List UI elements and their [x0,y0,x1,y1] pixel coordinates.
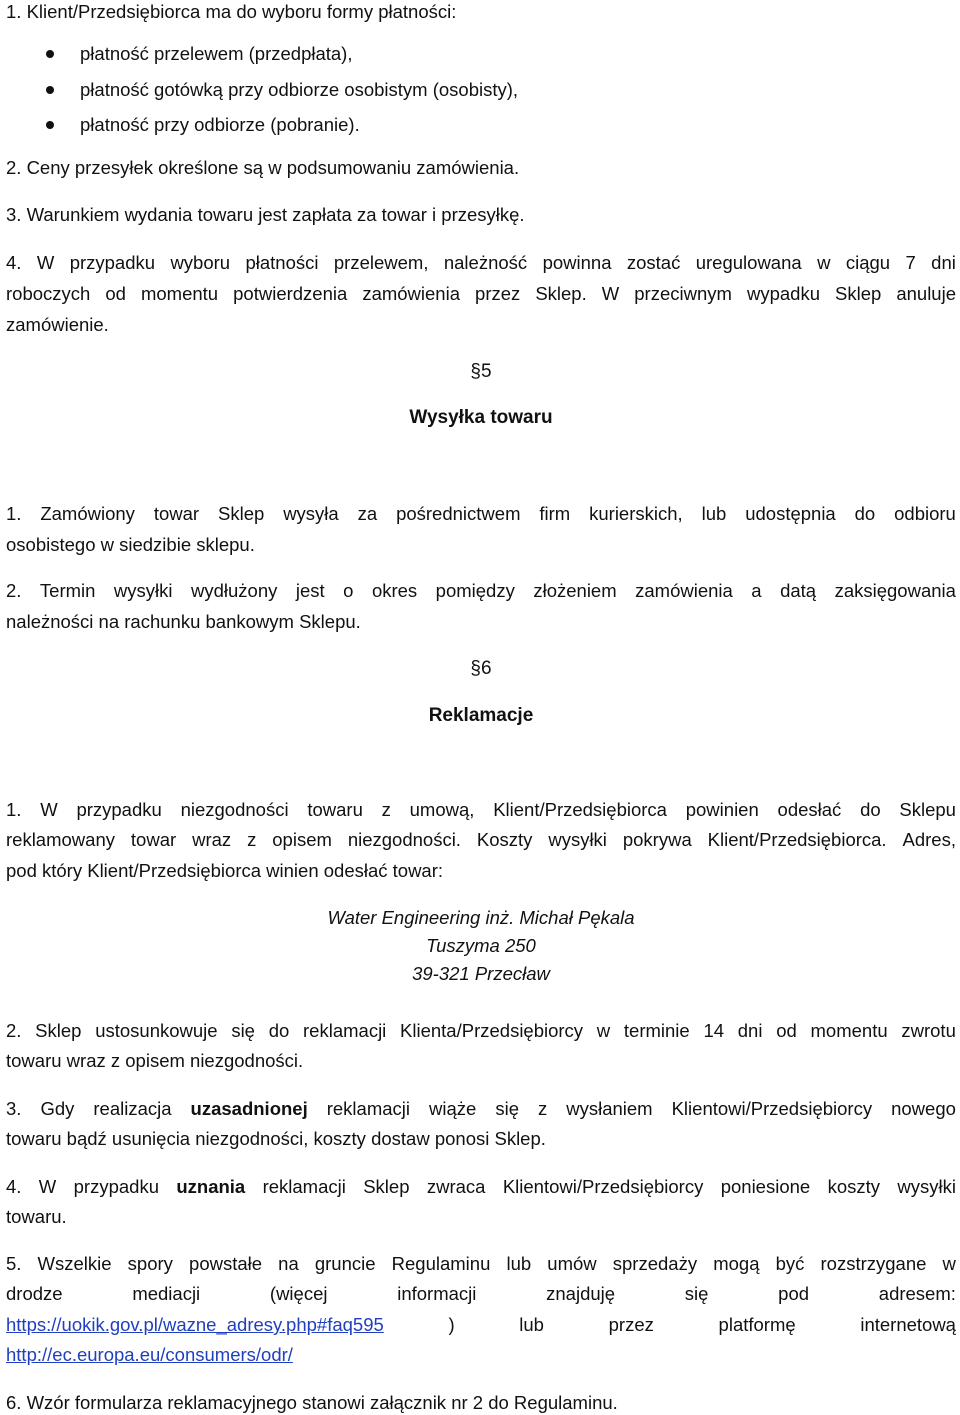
word: przez [475,283,521,304]
word: potwierdzenia [233,283,348,304]
word: odesłać [777,799,842,820]
word: z [537,1098,548,1119]
payment-option: płatność gotówką przy odbiorze osobistym (osobisty), [80,79,519,100]
word: Sklep. [535,283,587,304]
word: informacji [397,1283,477,1304]
word: drodze [6,1283,63,1304]
word: powinien [685,799,759,820]
word: Sklep [835,283,882,304]
word: 2. [6,1020,22,1041]
word: umową, [409,799,475,820]
complaint-paragraph-6: 6. Wzór formularza reklamacyjnego stanowi załącznik nr 2 do Regulaminu. [6,1392,618,1413]
word: 1. [6,503,22,524]
word: Adres, [902,829,956,850]
word: się [231,1020,255,1041]
word: ) [448,1314,455,1335]
word: z [247,829,257,850]
word: uregulowana [695,252,802,273]
word: Sklep [363,1176,410,1197]
word: datą [780,580,817,601]
word: 1. [6,799,22,820]
payment-option: płatność przelewem (przedpłata), [80,43,353,64]
word: 3. [6,1098,22,1119]
word: zostać [626,252,681,273]
word: sprzedaży [612,1253,698,1274]
word: Koszty [476,829,533,850]
word: internetową [860,1314,956,1335]
word: mogą [713,1253,760,1274]
word: niezgodności. [347,829,461,850]
complaint-paragraph-1-end: pod który Klient/Przedsiębiorca winien odesłać towar: [6,860,444,881]
address-line: Tuszyma 250 [426,935,536,956]
word: zaksięgowania [834,580,956,601]
word: wypadku [746,283,820,304]
shipping-paragraph-1-line [6,502,956,526]
word: 4. [6,1176,22,1197]
shipping-paragraph-2-line [6,579,956,603]
word: roboczych [6,283,91,304]
word: Sklepu [899,799,956,820]
word: powstałe [189,1253,263,1274]
word: nowego [891,1098,956,1119]
payment-intro: 1. Klient/Przedsiębiorca ma do wyboru formy płatności: [6,1,457,22]
word: lub [519,1314,544,1335]
word: ciągu [845,252,891,273]
word: w [817,252,831,273]
word: opisem [272,829,332,850]
payment-paragraph-3: 3. Warunkiem wydania towaru jest zapłata za towar i przesyłkę. [6,204,525,225]
word: Klient/Przedsiębiorca. [707,829,887,850]
complaint-paragraph-5-end [6,1343,293,1367]
word: adresem: [878,1283,956,1304]
complaint-paragraph-3-end: towaru bądź usunięcia niezgodności, koszty dostaw ponosi Sklep. [6,1128,546,1149]
word: momentu [810,1020,888,1041]
word: anuluje [896,283,956,304]
word: wyboru [170,252,231,273]
word: spory [127,1253,173,1274]
word: wysyłki [113,580,173,601]
word: Klientowi/Przedsiębiorcy [671,1098,873,1119]
word: kurierskich, [589,503,683,524]
word: 2. [6,580,22,601]
word: Termin [39,580,96,601]
complaint-paragraph-5-line [6,1313,956,1337]
complaint-paragraph-4-end: towaru. [6,1206,67,1227]
word: do [860,799,881,820]
word: być [775,1253,805,1274]
word: przypadku [73,1176,159,1197]
address-line: Water Engineering inż. Michał Pękala [327,907,635,928]
word: zwraca [426,1176,486,1197]
word: W [38,1176,57,1197]
word: 14 [703,1020,725,1041]
word: Klienta/Przedsiębiorcy [400,1020,584,1041]
word: zwrotu [901,1020,956,1041]
word: zamówienia [635,580,733,601]
word: zamówienia [362,283,460,304]
word: reklamowany [6,829,115,850]
word: towaru [307,799,363,820]
word: w [942,1253,956,1274]
word: okres [371,580,418,601]
word: wysyła [283,503,339,524]
section-title: Wysyłka towaru [409,407,553,428]
word: W [40,799,58,820]
odr-link[interactable]: http://ec.europa.eu/consumers/odr/ [6,1344,293,1365]
word: Regulaminu [391,1253,491,1274]
word: od [105,283,126,304]
word: (więcej [269,1283,328,1304]
word: z [381,799,391,820]
word: ustosunkowuje [95,1020,218,1041]
word: udostępnia [745,503,836,524]
word: gruncie [314,1253,376,1274]
uokik-link[interactable]: https://uokik.gov.pl/wazne_adresy.php#faq595 [6,1314,384,1335]
word: wysyłki [548,829,607,850]
word: przypadku [76,799,162,820]
word: przypadku [69,252,156,273]
word: 4. [6,252,22,273]
word: lub [701,503,727,524]
section-title: Reklamacje [428,705,534,726]
bullet-icon [46,50,54,58]
word: realizacja [93,1098,172,1119]
word: firm [539,503,571,524]
complaint-paragraph-2-end: towaru wraz z opisem niezgodności. [6,1050,304,1071]
word: Zamówiony [40,503,135,524]
emphasized-word: uzasadnionej [190,1098,308,1119]
word: o [343,580,354,601]
payment-paragraph-4-end: zamówienie. [6,314,109,335]
shipping-paragraph-1-end: osobistego w siedzibie sklepu. [6,534,255,555]
word: jest [295,580,325,601]
word: Wszelkie [37,1253,112,1274]
bullet-icon [46,121,54,129]
word: towar [153,503,200,524]
word: W [601,283,620,304]
word: Sklep [35,1020,82,1041]
complaint-paragraph-1-line [6,798,956,822]
word: się [684,1283,709,1304]
word: koszty [827,1176,880,1197]
word: pomiędzy [435,580,515,601]
word: od [776,1020,797,1041]
word: momentu [140,283,219,304]
complaint-paragraph-3-line [6,1097,956,1121]
word: platformę [718,1314,796,1335]
word: reklamacji [262,1176,346,1197]
word: W [36,252,55,273]
word: wiąże [429,1098,477,1119]
word: płatności [245,252,319,273]
shipping-paragraph-2-end: należności na rachunku bankowym Sklepu. [6,611,361,632]
word: terminie [623,1020,690,1041]
word: wysyłki [897,1176,956,1197]
word: należność [443,252,528,273]
word: Gdy [40,1098,75,1119]
section-number: §5 [470,361,492,382]
word: w [596,1020,611,1041]
word: Sklep [218,503,265,524]
word: wysłaniem [566,1098,653,1119]
bullet-icon [46,86,54,94]
word: reklamacji [326,1098,411,1119]
word: 7 [905,252,916,273]
word: reklamacji [303,1020,387,1041]
word: pośrednictwem [396,503,521,524]
word: rozstrzygane [820,1253,927,1274]
word: powinna [542,252,612,273]
address-line: 39-321 Przecław [412,963,550,984]
word: wydłużony [191,580,278,601]
word: znajduję [546,1283,616,1304]
word: na [278,1253,299,1274]
word: do [268,1020,290,1041]
payment-paragraph-2: 2. Ceny przesyłek określone są w podsumowaniu zamówienia. [6,157,520,178]
word: przelewem, [333,252,429,273]
word: wraz [192,829,232,850]
word: do [854,503,876,524]
word: umów [547,1253,597,1274]
word: poniesione [720,1176,811,1197]
word: niezgodności [180,799,289,820]
emphasized-word: uznania [176,1176,246,1197]
payment-option: płatność przy odbiorze (pobranie). [80,114,360,135]
word: Klient/Przedsiębiorca [493,799,667,820]
complaint-paragraph-5-line [6,1252,956,1276]
word: przeciwnym [634,283,732,304]
word: dni [931,252,956,273]
complaint-paragraph-2-line [6,1019,956,1043]
word: złożeniem [533,580,617,601]
payment-paragraph-4-line [6,282,956,306]
complaint-paragraph-4-line [6,1175,956,1199]
word: pokrywa [622,829,692,850]
payment-paragraph-4-line [6,251,956,275]
word: lub [506,1253,532,1274]
section-number: §6 [470,658,492,679]
word: a [751,580,762,601]
complaint-paragraph-1-line [6,828,956,852]
word: mediacji [132,1283,201,1304]
word: przez [608,1314,654,1335]
complaint-paragraph-5-line [6,1282,956,1306]
word: za [357,503,378,524]
word: Klientowi/Przedsiębiorcy [502,1176,704,1197]
word: 5. [6,1253,22,1274]
word: dni [737,1020,763,1041]
word: się [495,1098,519,1119]
word: pod [778,1283,810,1304]
word: odbioru [894,503,956,524]
word: towar [130,829,177,850]
